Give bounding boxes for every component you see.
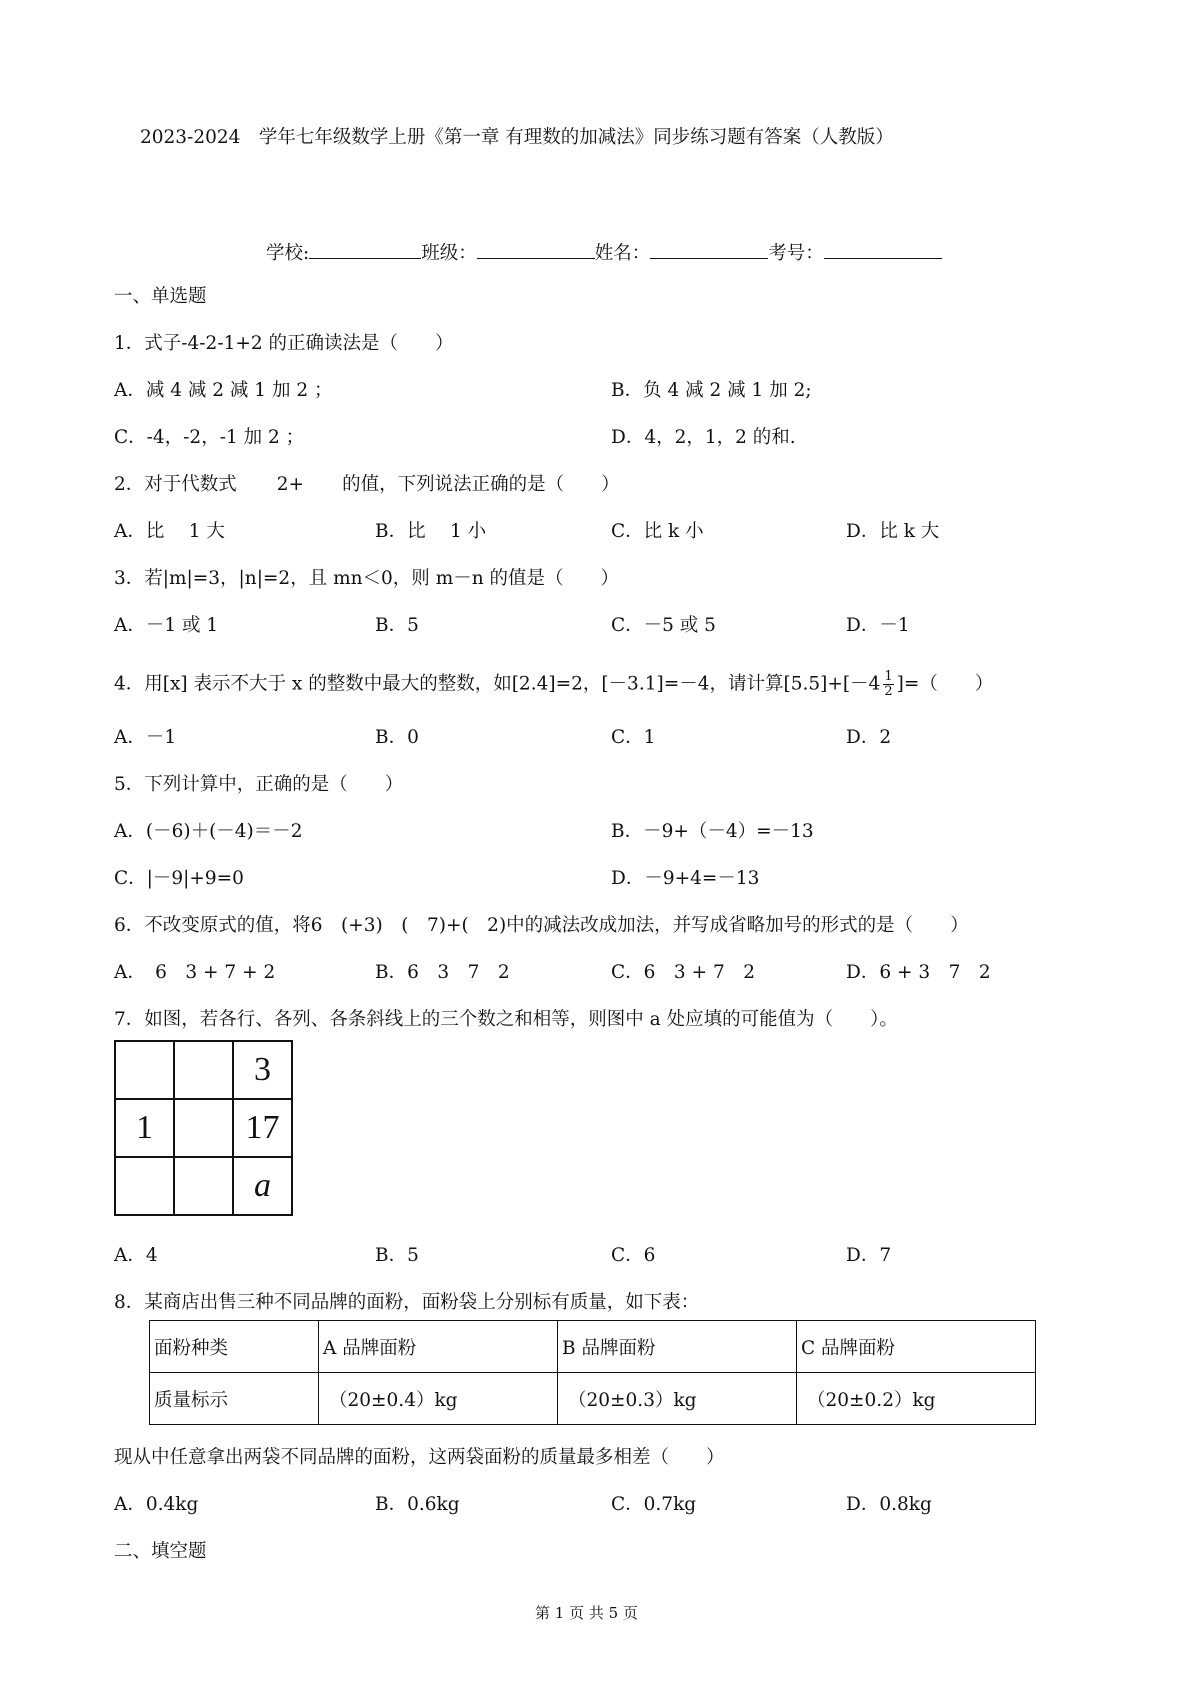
question-4-stem-part1: 4．用[x] 表示不大于 x 的整数中最大的整数，如[2.4]=2，[－3.1]=－4，请计算[5.5]+[－4	[114, 673, 881, 695]
question-6-option-c: C．6 3 + 7 2	[611, 962, 755, 983]
school-blank	[309, 240, 421, 259]
question-3-option-b: B．5	[375, 615, 419, 636]
question-2-option-b: B．比 1 小	[375, 521, 487, 542]
question-2-option-d: D．比 k 大	[846, 521, 940, 542]
question-4-option-b: B．0	[375, 727, 419, 748]
grid-cell	[115, 1157, 174, 1215]
question-1-stem: 1．式子-4-2-1+2 的正确读法是（ ）	[114, 333, 454, 354]
question-1-option-c: C．-4，-2，-1 加 2 ；	[114, 427, 305, 448]
table-row	[150, 1373, 1036, 1425]
question-8-option-c: C．0.7kg	[611, 1494, 697, 1515]
question-3-option-a: A．－1 或 1	[114, 615, 219, 636]
question-8-stem: 8．某商店出售三种不同品牌的面粉，面粉袋上分别标有质量，如下表：	[114, 1292, 700, 1313]
question-4-option-d: D．2	[846, 727, 892, 748]
question-4-option-c: C．1	[611, 727, 656, 748]
question-8-followup: 现从中任意拿出两袋不同品牌的面粉，这两袋面粉的质量最多相差（ ）	[114, 1447, 725, 1468]
grid-cell	[174, 1041, 233, 1099]
page-footer: 第 1 页 共 5 页	[535, 1604, 638, 1622]
question-3-option-c: C．－5 或 5	[611, 615, 716, 636]
question-3-stem: 3．若|m|=3，|n|=2，且 mn＜0，则 m－n 的值是（ ）	[114, 568, 620, 589]
grid-cell	[174, 1157, 233, 1215]
question-8-option-d: D．0.8kg	[846, 1494, 932, 1515]
student-info-line	[266, 240, 942, 266]
magic-square-grid	[114, 1040, 293, 1216]
name-blank	[650, 240, 768, 259]
question-7-option-d: D．7	[846, 1245, 892, 1266]
grid-cell: 1	[115, 1099, 174, 1157]
question-2-stem-part1: 2．对于代数式	[114, 474, 237, 495]
grid-cell: a	[233, 1157, 292, 1215]
table-cell: 面粉种类	[150, 1321, 319, 1373]
flour-table	[149, 1320, 1036, 1425]
question-7-stem: 7．如图，若各行、各列、各条斜线上的三个数之和相等，则图中 a 处应填的可能值为（ ）。	[114, 1009, 898, 1030]
question-7-option-a: A．4	[114, 1245, 158, 1266]
table-cell: A 品牌面粉	[319, 1321, 558, 1373]
question-5-option-b: B．－9+（－4）=－13	[611, 821, 814, 842]
question-1-option-d: D．4，2，1，2 的和.	[611, 427, 796, 448]
question-2-stem-part2: 2+	[276, 474, 305, 495]
question-8-option-b: B．0.6kg	[375, 1494, 460, 1515]
table-cell: B 品牌面粉	[558, 1321, 797, 1373]
number-label: 考号：	[768, 243, 824, 264]
question-2-option-c: C．比 k 小	[611, 521, 704, 542]
question-4-stem	[114, 670, 993, 699]
question-8-option-a: A．0.4kg	[114, 1494, 199, 1515]
one-half-fraction: $\frac{1}{2}$	[884, 669, 893, 699]
table-cell: （20±0.3）kg	[558, 1373, 797, 1425]
class-blank	[477, 240, 595, 259]
question-5-option-d: D．－9+4=－13	[611, 868, 760, 889]
class-label: 班级：	[421, 243, 477, 264]
document-title: 2023-2024 学年七年级数学上册《第一章 有理数的加减法》同步练习题有答案（人教版）	[140, 127, 894, 148]
question-2-option-a: A．比 1 大	[114, 521, 225, 542]
table-cell: 质量标示	[150, 1373, 319, 1425]
question-2-stem	[114, 473, 620, 497]
table-row	[150, 1321, 1036, 1373]
grid-cell: 17	[233, 1099, 292, 1157]
question-3-option-d: D．－1	[846, 615, 910, 636]
table-cell: （20±0.2）kg	[797, 1373, 1036, 1425]
grid-cell: 3	[233, 1041, 292, 1099]
grid-cell	[115, 1041, 174, 1099]
question-5-stem: 5．下列计算中，正确的是（ ）	[114, 774, 404, 795]
question-6-option-b: B．6 3 7 2	[375, 962, 510, 983]
school-label: 学校:	[266, 243, 310, 264]
question-7-option-c: C．6	[611, 1245, 656, 1266]
question-4-stem-part2: ]=（ ）	[896, 673, 994, 695]
question-4-option-a: A．－1	[114, 727, 177, 748]
question-1-option-a: A．减 4 减 2 减 1 加 2 ；	[114, 380, 333, 401]
number-blank	[824, 240, 942, 259]
question-6-stem: 6．不改变原式的值，将6 (+3) ( 7)+( 2)中的减法改成加法，并写成省略加号的形式的是（ ）	[114, 915, 969, 936]
question-6-option-d: D．6 + 3 7 2	[846, 962, 991, 983]
question-1-option-b: B．负 4 减 2 减 1 加 2;	[611, 380, 812, 401]
table-cell: （20±0.4）kg	[319, 1373, 558, 1425]
question-6-option-a: A． 6 3 + 7 + 2	[114, 962, 276, 983]
table-cell: C 品牌面粉	[797, 1321, 1036, 1373]
grid-cell	[174, 1099, 233, 1157]
question-7-option-b: B．5	[375, 1245, 419, 1266]
section-heading-fill-blank: 二、填空题	[114, 1541, 207, 1562]
question-5-option-c: C．|－9|+9=0	[114, 868, 244, 889]
section-heading-single-choice: 一、单选题	[114, 286, 207, 307]
name-label: 姓名：	[594, 243, 651, 264]
question-5-option-a: A．(－6)＋(－4)＝－2	[114, 821, 303, 842]
question-2-stem-part3: 的值，下列说法正确的是（ ）	[342, 474, 620, 495]
